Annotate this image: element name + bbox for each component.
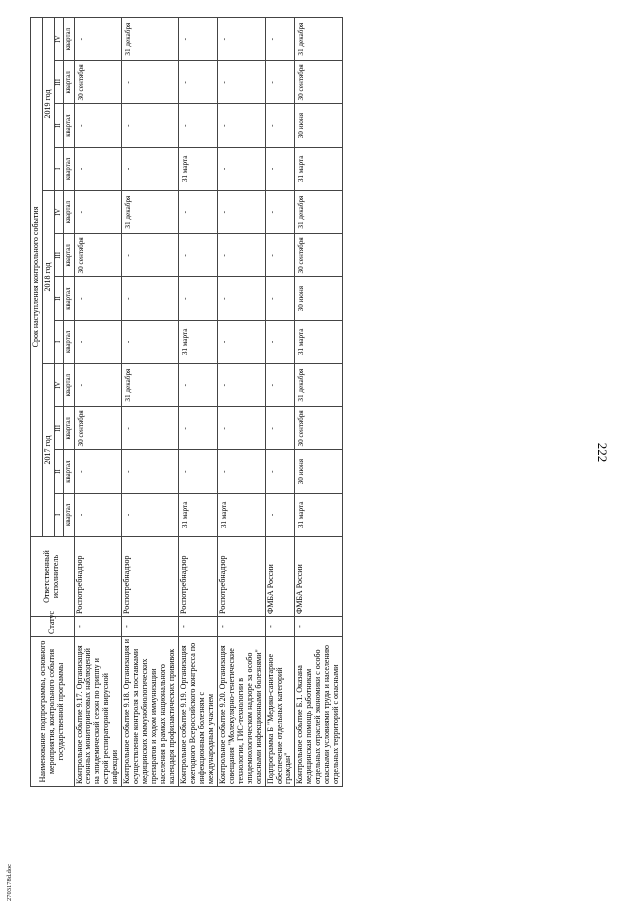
deadline-cell: - [217, 364, 265, 407]
header-quarter-number: III [54, 407, 63, 450]
event-executor: ФМБА России [265, 537, 295, 617]
deadline-cell: - [217, 234, 265, 277]
deadline-cell: - [217, 104, 265, 147]
deadline-cell: - [74, 191, 122, 234]
event-executor: Роспотребнадзор [74, 537, 122, 617]
deadline-cell: - [74, 147, 122, 190]
deadline-cell: 30 сентября [295, 61, 343, 104]
event-executor: ФМБА России [295, 537, 343, 617]
deadline-cell: 31 марта [217, 493, 265, 536]
event-name: Контрольное событие 9.17. Организация сезонных мониторинговых наблюдений на эпидемический сезон по гриппу и острой респираторной вирусной инфекции [74, 637, 122, 787]
deadline-cell: - [122, 234, 179, 277]
deadline-cell: - [122, 147, 179, 190]
deadline-cell: - [265, 407, 295, 450]
header-quarter-word: квартал [63, 104, 74, 147]
deadline-cell: - [179, 407, 218, 450]
deadline-cell: - [179, 364, 218, 407]
deadline-cell: - [265, 147, 295, 190]
deadline-cell: 31 декабря [122, 18, 179, 61]
deadline-cell: 31 марта [295, 147, 343, 190]
header-quarter-number: II [54, 277, 63, 320]
deadline-cell: - [217, 147, 265, 190]
deadline-cell: - [179, 234, 218, 277]
deadline-cell: 30 сентября [295, 234, 343, 277]
table-row [74, 18, 122, 787]
deadline-cell: - [217, 191, 265, 234]
deadline-cell: - [217, 407, 265, 450]
deadline-cell: 31 марта [179, 320, 218, 363]
deadline-cell: - [265, 61, 295, 104]
event-name: Контрольное событие 9.20. Организация совещания "Молекулярно-генетические технологии, ГИС-технологии в эпидемиологическом надзоре за особо опасными инфекционными болезнями" [217, 637, 265, 787]
event-status: - [265, 617, 295, 637]
deadline-cell: 31 марта [179, 147, 218, 190]
deadline-cell: - [265, 104, 295, 147]
header-quarter-number: I [54, 320, 63, 363]
deadline-cell: - [179, 61, 218, 104]
header-quarter-number: I [54, 493, 63, 536]
header-year: 2017 год [42, 364, 54, 537]
header-quarter-number: IV [54, 18, 63, 61]
deadline-cell: - [122, 320, 179, 363]
deadline-cell: 31 декабря [295, 18, 343, 61]
deadline-cell: - [74, 320, 122, 363]
header-executor: Ответственный исполнитель [31, 537, 75, 617]
deadline-cell: - [265, 277, 295, 320]
deadline-cell: - [179, 191, 218, 234]
deadline-cell: - [265, 18, 295, 61]
deadline-cell: - [122, 61, 179, 104]
header-quarter-number: II [54, 104, 63, 147]
event-name: Подпрограмма Б "Медико-санитарное обеспечение отдельных категорий граждан" [265, 637, 295, 787]
header-quarter-word: квартал [63, 18, 74, 61]
table-row [295, 18, 343, 787]
deadline-cell: 31 декабря [122, 191, 179, 234]
deadline-cell: 30 сентября [295, 407, 343, 450]
deadline-cell: 31 марта [295, 320, 343, 363]
deadline-cell: 31 декабря [122, 364, 179, 407]
header-quarter-word: квартал [63, 191, 74, 234]
deadline-cell: 31 марта [295, 493, 343, 536]
deadline-cell: - [265, 191, 295, 234]
deadline-cell: - [74, 364, 122, 407]
deadline-cell: - [74, 104, 122, 147]
deadline-cell: - [265, 493, 295, 536]
deadline-cell: - [265, 234, 295, 277]
deadline-cell: 30 сентября [74, 407, 122, 450]
header-quarter-word: квартал [63, 147, 74, 190]
table-row [179, 18, 218, 787]
deadline-cell: 31 марта [179, 493, 218, 536]
header-quarter-word: квартал [63, 364, 74, 407]
deadline-cell: - [179, 104, 218, 147]
deadline-cell: - [74, 493, 122, 536]
deadline-cell: 31 декабря [295, 191, 343, 234]
table-row [122, 18, 179, 787]
header-quarter-word: квартал [63, 493, 74, 536]
header-year: 2019 год [42, 18, 54, 191]
deadline-cell: - [179, 18, 218, 61]
table-row [265, 18, 295, 787]
control-events-table [30, 17, 343, 787]
deadline-cell: - [179, 450, 218, 493]
header-year: 2018 год [42, 191, 54, 364]
header-quarter-word: квартал [63, 61, 74, 104]
deadline-cell: - [265, 364, 295, 407]
event-executor: Роспотребнадзор [179, 537, 218, 617]
deadline-cell: - [122, 407, 179, 450]
header-quarter-number: III [54, 234, 63, 277]
event-name: Контрольное событие 9.19. Организация ежегодного Всероссийского конгресса по инфекционным болезням с международным участием [179, 637, 218, 787]
deadline-cell: - [265, 320, 295, 363]
header-quarter-word: квартал [63, 277, 74, 320]
event-executor: Роспотребнадзор [217, 537, 265, 617]
header-quarter-number: II [54, 450, 63, 493]
deadline-cell: - [74, 18, 122, 61]
event-status: - [295, 617, 343, 637]
event-status: - [217, 617, 265, 637]
deadline-cell: - [122, 104, 179, 147]
deadline-cell: - [122, 450, 179, 493]
deadline-cell: - [74, 450, 122, 493]
header-quarter-number: I [54, 147, 63, 190]
header-quarter-number: III [54, 61, 63, 104]
deadline-cell: - [122, 493, 179, 536]
page-number: 222 [595, 442, 610, 463]
header-quarter-number: IV [54, 364, 63, 407]
deadline-cell: 30 сентября [74, 61, 122, 104]
event-status: - [74, 617, 122, 637]
deadline-cell: - [74, 277, 122, 320]
event-name: Контрольное событие Б.1. Оказана медицинская помощь работникам отдельных отраслей экономики с особо опасными условиями труда и населению отдельных территорий с опасными [295, 637, 343, 787]
header-deadline: Срок наступления контрольного события [31, 18, 43, 537]
event-executor: Роспотребнадзор [122, 537, 179, 617]
deadline-cell: - [265, 450, 295, 493]
deadline-cell: - [217, 320, 265, 363]
file-footer: 2703178d.doc [6, 863, 13, 901]
deadline-cell: - [217, 61, 265, 104]
header-quarter-word: квартал [63, 320, 74, 363]
deadline-cell: - [179, 277, 218, 320]
deadline-cell: - [122, 277, 179, 320]
deadline-cell: 30 июня [295, 104, 343, 147]
deadline-cell: 31 декабря [295, 364, 343, 407]
deadline-cell: 30 июня [295, 277, 343, 320]
header-quarter-word: квартал [63, 407, 74, 450]
deadline-cell: - [217, 277, 265, 320]
header-quarter-word: квартал [63, 450, 74, 493]
table-row [217, 18, 265, 787]
event-name: Контрольное событие 9.18. Организация и осуществление контроля за поставками медицинских иммунобиологических препаратов и ходом иммунизации населения в рамках национального календаря профилактических прививок [122, 637, 179, 787]
header-name: Наименование подпрограммы, основного мероприятия, контрольного события государственной программы [31, 637, 75, 787]
event-status: - [179, 617, 218, 637]
deadline-cell: - [217, 18, 265, 61]
deadline-cell: 30 июня [295, 450, 343, 493]
header-quarter-word: квартал [63, 234, 74, 277]
event-status: - [122, 617, 179, 637]
header-status: Статус [31, 617, 75, 637]
deadline-cell: - [217, 450, 265, 493]
header-quarter-number: IV [54, 191, 63, 234]
deadline-cell: 30 сентября [74, 234, 122, 277]
